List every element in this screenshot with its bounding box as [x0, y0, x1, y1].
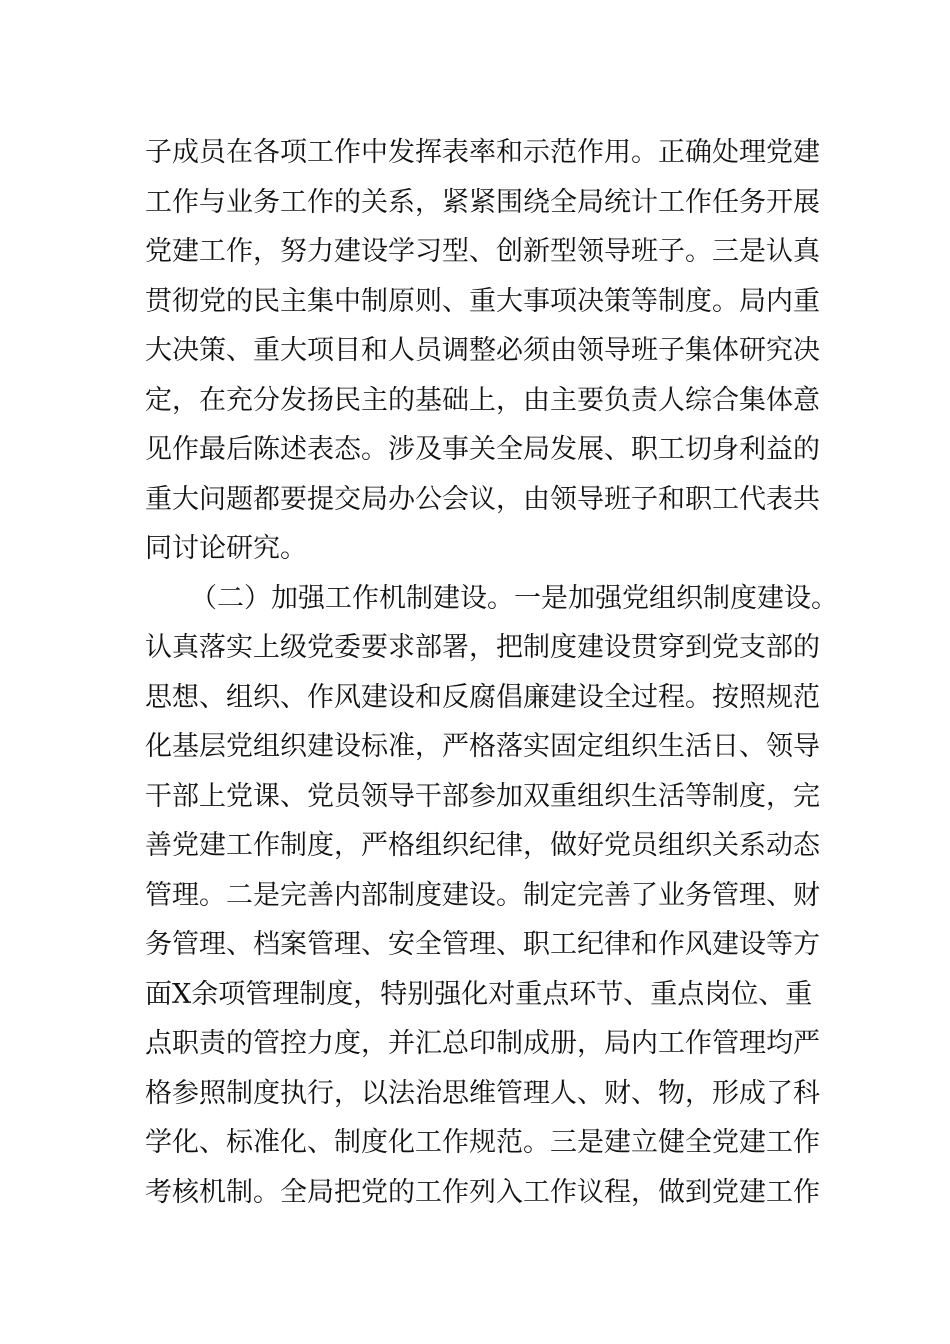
text-line: 重大问题都要提交局办公会议，由领导班子和职工代表共 [145, 484, 820, 515]
text-line: 善党建工作制度，严格组织纪律，做好党员组织关系动态 [145, 830, 820, 861]
text-line: 点职责的管控力度，并汇总印制成册，局内工作管理均严 [145, 1028, 820, 1059]
text-line: 大决策、重大项目和人员调整必须由领导班子集体研究决 [145, 335, 820, 366]
text-line: 党建工作，努力建设学习型、创新型领导班子。三是认真 [145, 236, 820, 267]
text-line: （二）加强工作机制建设。一是加强党组织制度建设。 [190, 583, 838, 614]
text-line: 考核机制。全局把党的工作列入工作议程，做到党建工作 [145, 1177, 820, 1208]
text-line: 干部上党课、党员领导干部参加双重组织生活等制度，完 [145, 781, 820, 812]
text-line: 工作与业务工作的关系，紧紧围绕全局统计工作任务开展 [145, 187, 820, 218]
text-line: 见作最后陈述表态。涉及事关全局发展、职工切身利益的 [145, 434, 820, 465]
text-line: 管理。二是完善内部制度建设。制定完善了业务管理、财 [145, 880, 820, 911]
text-line: 贯彻党的民主集中制原则、重大事项决策等制度。局内重 [145, 286, 820, 317]
text-line: 同讨论研究。 [145, 533, 307, 564]
text-line: 面X余项管理制度，特别强化对重点环节、重点岗位、重 [145, 979, 813, 1010]
text-line: 化基层党组织建设标准，严格落实固定组织生活日、领导 [145, 731, 820, 762]
text-line: 认真落实上级党委要求部署，把制度建设贯穿到党支部的 [145, 632, 820, 663]
text-line: 思想、组织、作风建设和反腐倡廉建设全过程。按照规范 [145, 682, 820, 713]
text-line: 定，在充分发扬民主的基础上，由主要负责人综合集体意 [145, 385, 820, 416]
text-line: 学化、标准化、制度化工作规范。三是建立健全党建工作 [145, 1127, 820, 1158]
text-line: 子成员在各项工作中发挥表率和示范作用。正确处理党建 [145, 137, 820, 168]
text-line: 格参照制度执行，以法治思维管理人、财、物，形成了科 [145, 1078, 820, 1109]
text-line: 务管理、档案管理、安全管理、职工纪律和作风建设等方 [145, 929, 820, 960]
